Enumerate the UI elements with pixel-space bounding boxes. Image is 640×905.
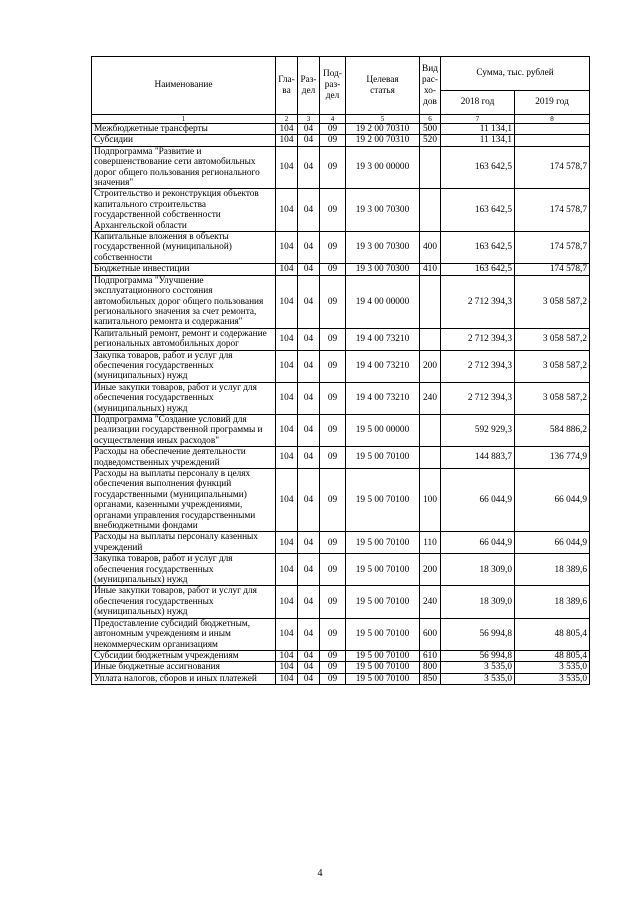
row-sum-2018: 163 642,5 [441,264,515,275]
row-glava: 104 [276,650,298,661]
row-sum-2018: 2 712 394,3 [441,275,515,328]
row-sum-2018: 18 309,0 [441,554,515,586]
row-sum-2019: 48 805,4 [515,618,590,650]
row-glava: 104 [276,328,298,350]
row-name: Капитальные вложения в объекты государственной (муниципальной) собственности [92,232,276,264]
row-sum-2019: 18 389,6 [515,554,590,586]
row-vid: 240 [420,382,441,414]
row-glava: 104 [276,232,298,264]
row-vid: 200 [420,350,441,382]
row-podrazdel: 09 [320,135,346,146]
table-row [92,554,590,586]
row-sum-2019: 174 578,7 [515,189,590,232]
table-header [92,57,590,124]
row-sum-2018: 56 994,8 [441,650,515,661]
row-sum-2019: 48 805,4 [515,650,590,661]
row-razdel: 04 [298,586,320,618]
row-sum-2019: 18 389,6 [515,586,590,618]
row-target: 19 3 00 70300 [346,264,420,275]
row-sum-2018: 592 929,3 [441,414,515,446]
row-sum-2019: 174 578,7 [515,264,590,275]
row-name: Закупка товаров, работ и услуг для обеспечения государственных (муниципальных) нужд [92,554,276,586]
table-row [92,382,590,414]
row-vid: 400 [420,232,441,264]
row-name: Подпрограмма "Улучшение эксплуатационного состояния автомобильных дорог общего пользования регионального значения за счет ремонта, капитального ремонта и содержания" [92,275,276,328]
row-vid: 100 [420,469,441,532]
header-year-2019: 2019 год [515,91,590,115]
row-podrazdel: 09 [320,618,346,650]
table-body [92,124,590,685]
row-podrazdel: 09 [320,586,346,618]
row-podrazdel: 09 [320,414,346,446]
row-name: Строительство и реконструкция объектов капитального строительства государственной собственности Архангельской области [92,189,276,232]
row-sum-2018: 163 642,5 [441,232,515,264]
row-podrazdel: 09 [320,382,346,414]
table-row [92,328,590,350]
row-vid: 200 [420,554,441,586]
row-target: 19 4 00 00000 [346,275,420,328]
row-target: 19 5 00 70100 [346,447,420,469]
row-razdel: 04 [298,350,320,382]
table-row [92,447,590,469]
row-sum-2019: 3 535,0 [515,673,590,684]
row-sum-2019 [515,124,590,135]
row-sum-2018: 66 044,9 [441,469,515,532]
row-razdel: 04 [298,618,320,650]
row-sum-2019: 584 886,2 [515,414,590,446]
row-target: 19 4 00 73210 [346,350,420,382]
row-glava: 104 [276,189,298,232]
table-row [92,618,590,650]
row-name: Капитальный ремонт, ремонт и содержание региональных автомобильных дорог [92,328,276,350]
row-target: 19 2 00 70310 [346,135,420,146]
row-sum-2019: 3 058 587,2 [515,275,590,328]
row-sum-2018: 2 712 394,3 [441,328,515,350]
row-podrazdel: 09 [320,189,346,232]
row-vid: 240 [420,586,441,618]
row-razdel: 04 [298,382,320,414]
row-name: Иные закупки товаров, работ и услуг для обеспечения государственных (муниципальных) нужд [92,586,276,618]
row-glava: 104 [276,350,298,382]
header-sum: Сумма, тыс. рублей [441,57,590,91]
row-sum-2018: 56 994,8 [441,618,515,650]
row-target: 19 5 00 70100 [346,586,420,618]
row-vid [420,414,441,446]
column-number: 8 [515,115,590,124]
table-row [92,532,590,554]
row-name: Иные бюджетные ассигнования [92,662,276,673]
row-glava: 104 [276,586,298,618]
row-target: 19 2 00 70310 [346,124,420,135]
row-vid: 600 [420,618,441,650]
table-row [92,469,590,532]
row-sum-2018: 3 535,0 [441,673,515,684]
row-target: 19 5 00 70100 [346,532,420,554]
row-sum-2019 [515,135,590,146]
row-vid [420,146,441,189]
row-target: 19 4 00 73210 [346,328,420,350]
row-name: Расходы на выплаты персоналу казенных учреждений [92,532,276,554]
row-glava: 104 [276,135,298,146]
row-name: Закупка товаров, работ и услуг для обеспечения государственных (муниципальных) нужд [92,350,276,382]
row-sum-2019: 3 535,0 [515,662,590,673]
row-vid: 520 [420,135,441,146]
row-vid: 110 [420,532,441,554]
row-name: Расходы на выплаты персоналу в целях обеспечения выполнения функций государственными (муниципальными) органами, казенными учреждениями, органами управления государственными внебюджетными фондами [92,469,276,532]
row-razdel: 04 [298,532,320,554]
row-vid [420,328,441,350]
row-vid: 410 [420,264,441,275]
row-sum-2018: 144 883,7 [441,447,515,469]
row-razdel: 04 [298,673,320,684]
row-razdel: 04 [298,264,320,275]
column-number: 6 [420,115,441,124]
row-sum-2018: 3 535,0 [441,662,515,673]
row-target: 19 4 00 73210 [346,382,420,414]
row-sum-2019: 174 578,7 [515,232,590,264]
row-name: Подпрограмма "Развитие и совершенствование сети автомобильных дорог общего пользования регионального значения" [92,146,276,189]
header-name: Наименование [92,57,276,115]
row-glava: 104 [276,447,298,469]
row-podrazdel: 09 [320,124,346,135]
row-podrazdel: 09 [320,469,346,532]
row-sum-2018: 18 309,0 [441,586,515,618]
row-razdel: 04 [298,328,320,350]
column-number: 7 [441,115,515,124]
table-row [92,275,590,328]
row-podrazdel: 09 [320,662,346,673]
row-sum-2018: 11 134,1 [441,135,515,146]
row-name: Межбюджетные трансферты [92,124,276,135]
row-razdel: 04 [298,554,320,586]
row-target: 19 5 00 70100 [346,662,420,673]
table-row [92,586,590,618]
row-podrazdel: 09 [320,232,346,264]
row-sum-2019: 3 058 587,2 [515,328,590,350]
row-target: 19 5 00 70100 [346,673,420,684]
row-vid [420,447,441,469]
row-glava: 104 [276,532,298,554]
page-number: 4 [317,868,323,879]
budget-table [91,56,590,685]
row-glava: 104 [276,275,298,328]
header-target: Целевая статья [346,57,420,115]
column-number: 2 [276,115,298,124]
row-sum-2018: 2 712 394,3 [441,350,515,382]
row-podrazdel: 09 [320,275,346,328]
row-glava: 104 [276,673,298,684]
row-razdel: 04 [298,469,320,532]
header-year-2018: 2018 год [441,91,515,115]
column-number: 1 [92,115,276,124]
row-podrazdel: 09 [320,447,346,469]
row-glava: 104 [276,469,298,532]
row-name: Уплата налогов, сборов и иных платежей [92,673,276,684]
row-target: 19 3 00 00000 [346,146,420,189]
column-number: 3 [298,115,320,124]
row-razdel: 04 [298,447,320,469]
row-target: 19 5 00 70100 [346,618,420,650]
column-number: 5 [346,115,420,124]
row-glava: 104 [276,264,298,275]
header-podrazdel: Под- раз- дел [320,57,346,115]
row-glava: 104 [276,146,298,189]
row-sum-2018: 66 044,9 [441,532,515,554]
row-podrazdel: 09 [320,146,346,189]
table-row [92,135,590,146]
row-sum-2019: 136 774,9 [515,447,590,469]
row-podrazdel: 09 [320,650,346,661]
table-row [92,124,590,135]
row-sum-2019: 3 058 587,2 [515,350,590,382]
row-razdel: 04 [298,650,320,661]
row-glava: 104 [276,414,298,446]
row-vid: 850 [420,673,441,684]
table-row [92,264,590,275]
row-glava: 104 [276,618,298,650]
row-podrazdel: 09 [320,350,346,382]
row-vid [420,275,441,328]
row-razdel: 04 [298,146,320,189]
row-podrazdel: 09 [320,264,346,275]
row-razdel: 04 [298,662,320,673]
row-vid [420,189,441,232]
table-row [92,662,590,673]
row-sum-2018: 163 642,5 [441,189,515,232]
row-sum-2018: 11 134,1 [441,124,515,135]
row-vid: 500 [420,124,441,135]
row-podrazdel: 09 [320,532,346,554]
row-target: 19 3 00 70300 [346,189,420,232]
row-glava: 104 [276,554,298,586]
row-name: Расходы на обеспечение деятельности подведомственных учреждений [92,447,276,469]
row-sum-2019: 66 044,9 [515,532,590,554]
table-row [92,232,590,264]
row-glava: 104 [276,124,298,135]
row-name: Бюджетные инвестиции [92,264,276,275]
table-row [92,146,590,189]
table-row [92,350,590,382]
row-podrazdel: 09 [320,328,346,350]
row-target: 19 5 00 70100 [346,650,420,661]
row-sum-2019: 174 578,7 [515,146,590,189]
row-sum-2018: 2 712 394,3 [441,382,515,414]
row-sum-2018: 163 642,5 [441,146,515,189]
row-razdel: 04 [298,124,320,135]
column-number-row [92,115,590,124]
row-podrazdel: 09 [320,673,346,684]
row-vid: 800 [420,662,441,673]
row-podrazdel: 09 [320,554,346,586]
header-glava: Гла- ва [276,57,298,115]
row-target: 19 5 00 00000 [346,414,420,446]
table-row [92,414,590,446]
row-name: Иные закупки товаров, работ и услуг для обеспечения государственных (муниципальных) нужд [92,382,276,414]
row-name: Субсидии [92,135,276,146]
row-razdel: 04 [298,232,320,264]
row-razdel: 04 [298,135,320,146]
row-razdel: 04 [298,189,320,232]
row-target: 19 5 00 70100 [346,554,420,586]
table-row [92,673,590,684]
row-glava: 104 [276,662,298,673]
header-vid: Вид рас- хо- дов [420,57,441,115]
row-vid: 610 [420,650,441,661]
row-razdel: 04 [298,275,320,328]
row-razdel: 04 [298,414,320,446]
row-name: Предоставление субсидий бюджетным, автономным учреждениям и иным некоммерческим организациям [92,618,276,650]
table-row [92,189,590,232]
row-name: Подпрограмма "Создание условий для реализации государственной программы и осуществления иных расходов" [92,414,276,446]
row-sum-2019: 66 044,9 [515,469,590,532]
row-target: 19 3 00 70300 [346,232,420,264]
table-row [92,650,590,661]
row-sum-2019: 3 058 587,2 [515,382,590,414]
row-name: Субсидии бюджетным учреждениям [92,650,276,661]
column-number: 4 [320,115,346,124]
row-glava: 104 [276,382,298,414]
header-razdel: Раз- дел [298,57,320,115]
row-target: 19 5 00 70100 [346,469,420,532]
